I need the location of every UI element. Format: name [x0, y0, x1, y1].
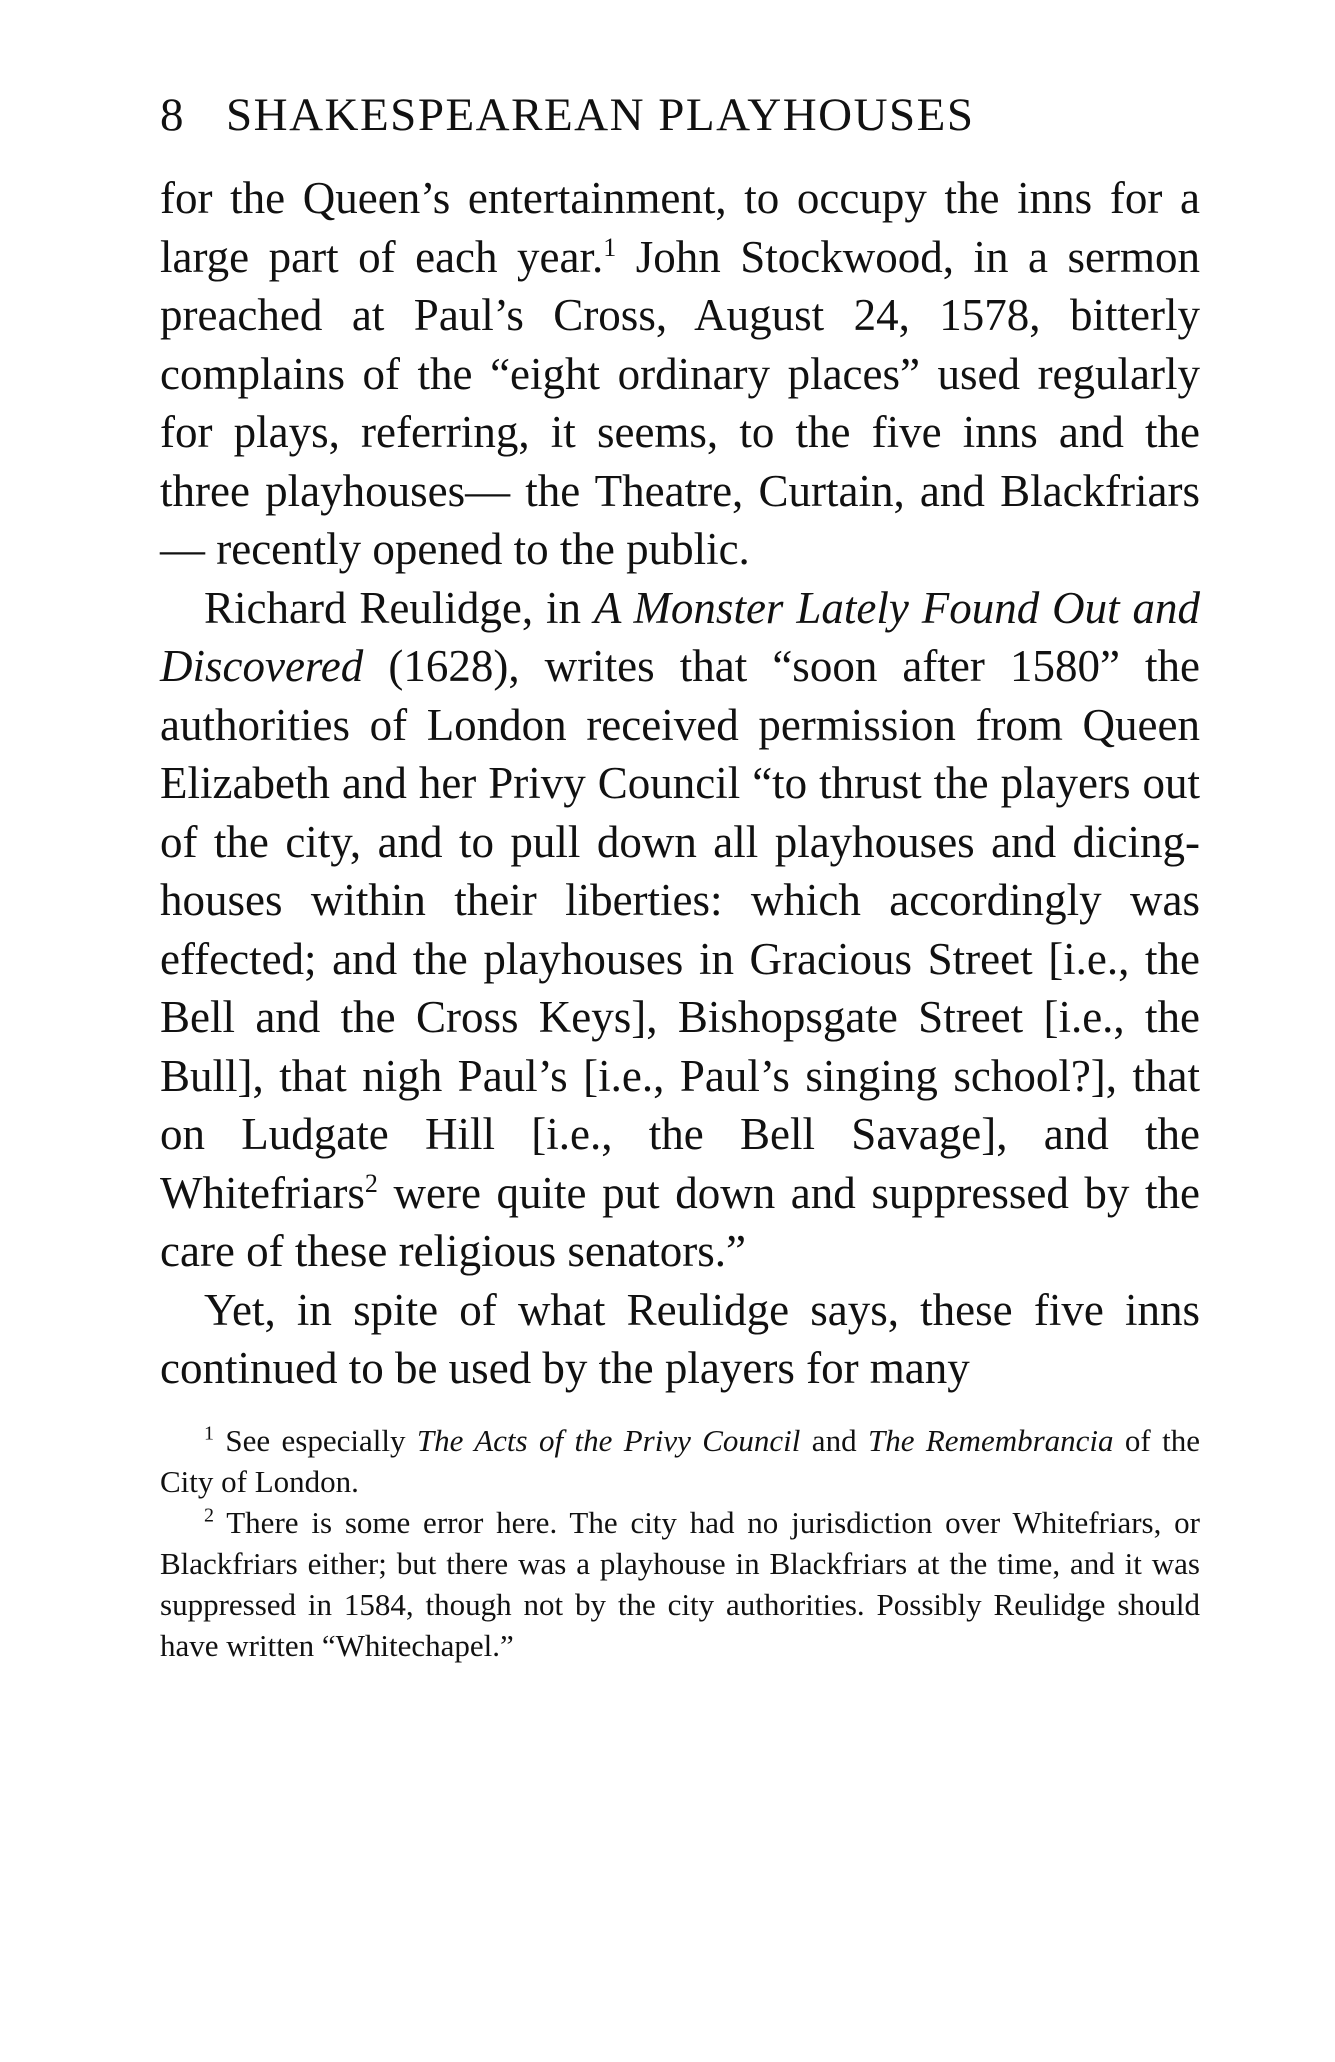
text-segment: of the City of London.	[160, 1422, 1201, 1499]
running-head	[160, 89, 1200, 141]
body-text	[160, 169, 1200, 1398]
text-segment: (1628), writes that “soon after 1580” the authorities of London received permission from Queen Elizabeth and her Privy Council “to thrust the players out of the city, and to pull down all playhouses and dicing-houses within their liberties: which accordingly was effected; and the playhouses in Gracious Street [i.e., the Bell and the Cross Keys], Bishopsgate Street [i.e., the Bull], that nigh Paul’s [i.e., Paul’s singing school?], that on Ludgate Hill [i.e., the Bell Savage], and the Whitefriars	[160, 641, 1200, 1218]
footnotes	[160, 1420, 1200, 1666]
paragraph-3	[160, 1281, 1200, 1398]
text-segment: Yet, in spite of what Reulidge says, these five inns continued to be used by the players for many	[160, 1284, 1200, 1393]
footnote-ref-2: 2	[364, 1168, 378, 1198]
text-segment: for the Queen’s entertainment, to occupy the inns for a large part of each year.	[160, 173, 1200, 282]
footnote-2	[160, 1502, 1200, 1666]
book-title: A Monster Lately Found Out and Discovered	[160, 582, 1200, 691]
text-segment: John Stockwood, in a sermon preached at Paul’s Cross, August 24, 1578, bitterly complains of the “eight ordinary places” used regularly for plays, referring, it seems, to the five inns and the three playhouses— the Theatre, Curtain, and Blackfriars — recently opened to the public.	[160, 231, 1200, 574]
text-segment: There is some error here. The city had no jurisdiction over Whitefriars, or Blackfriars either; but there was a playhouse in Blackfriars at the time, and it was suppressed in 1584, though not by the city authorities. Possibly Reulidge should have written “Whitechapel.”	[160, 1504, 1200, 1663]
footnote-marker: 1	[204, 1422, 214, 1445]
page-number: 8	[160, 89, 185, 141]
footnote-ref-1: 1	[603, 232, 617, 262]
book-page	[160, 70, 1200, 1666]
footnote-marker: 2	[204, 1504, 214, 1527]
text-segment: were quite put down and suppressed by the care of these religious senators.”	[160, 1167, 1200, 1276]
running-title: SHAKESPEAREAN PLAYHOUSES	[226, 89, 975, 141]
text-segment: Richard Reulidge, in	[204, 582, 594, 633]
paragraph-2	[160, 579, 1200, 1281]
footnote-1	[160, 1420, 1200, 1502]
book-title: The Acts of the Privy Council	[416, 1422, 801, 1458]
text-segment: and	[800, 1422, 868, 1458]
text-segment: See especially	[214, 1422, 417, 1458]
paragraph-1	[160, 169, 1200, 579]
book-title: The Remembrancia	[867, 1422, 1114, 1458]
